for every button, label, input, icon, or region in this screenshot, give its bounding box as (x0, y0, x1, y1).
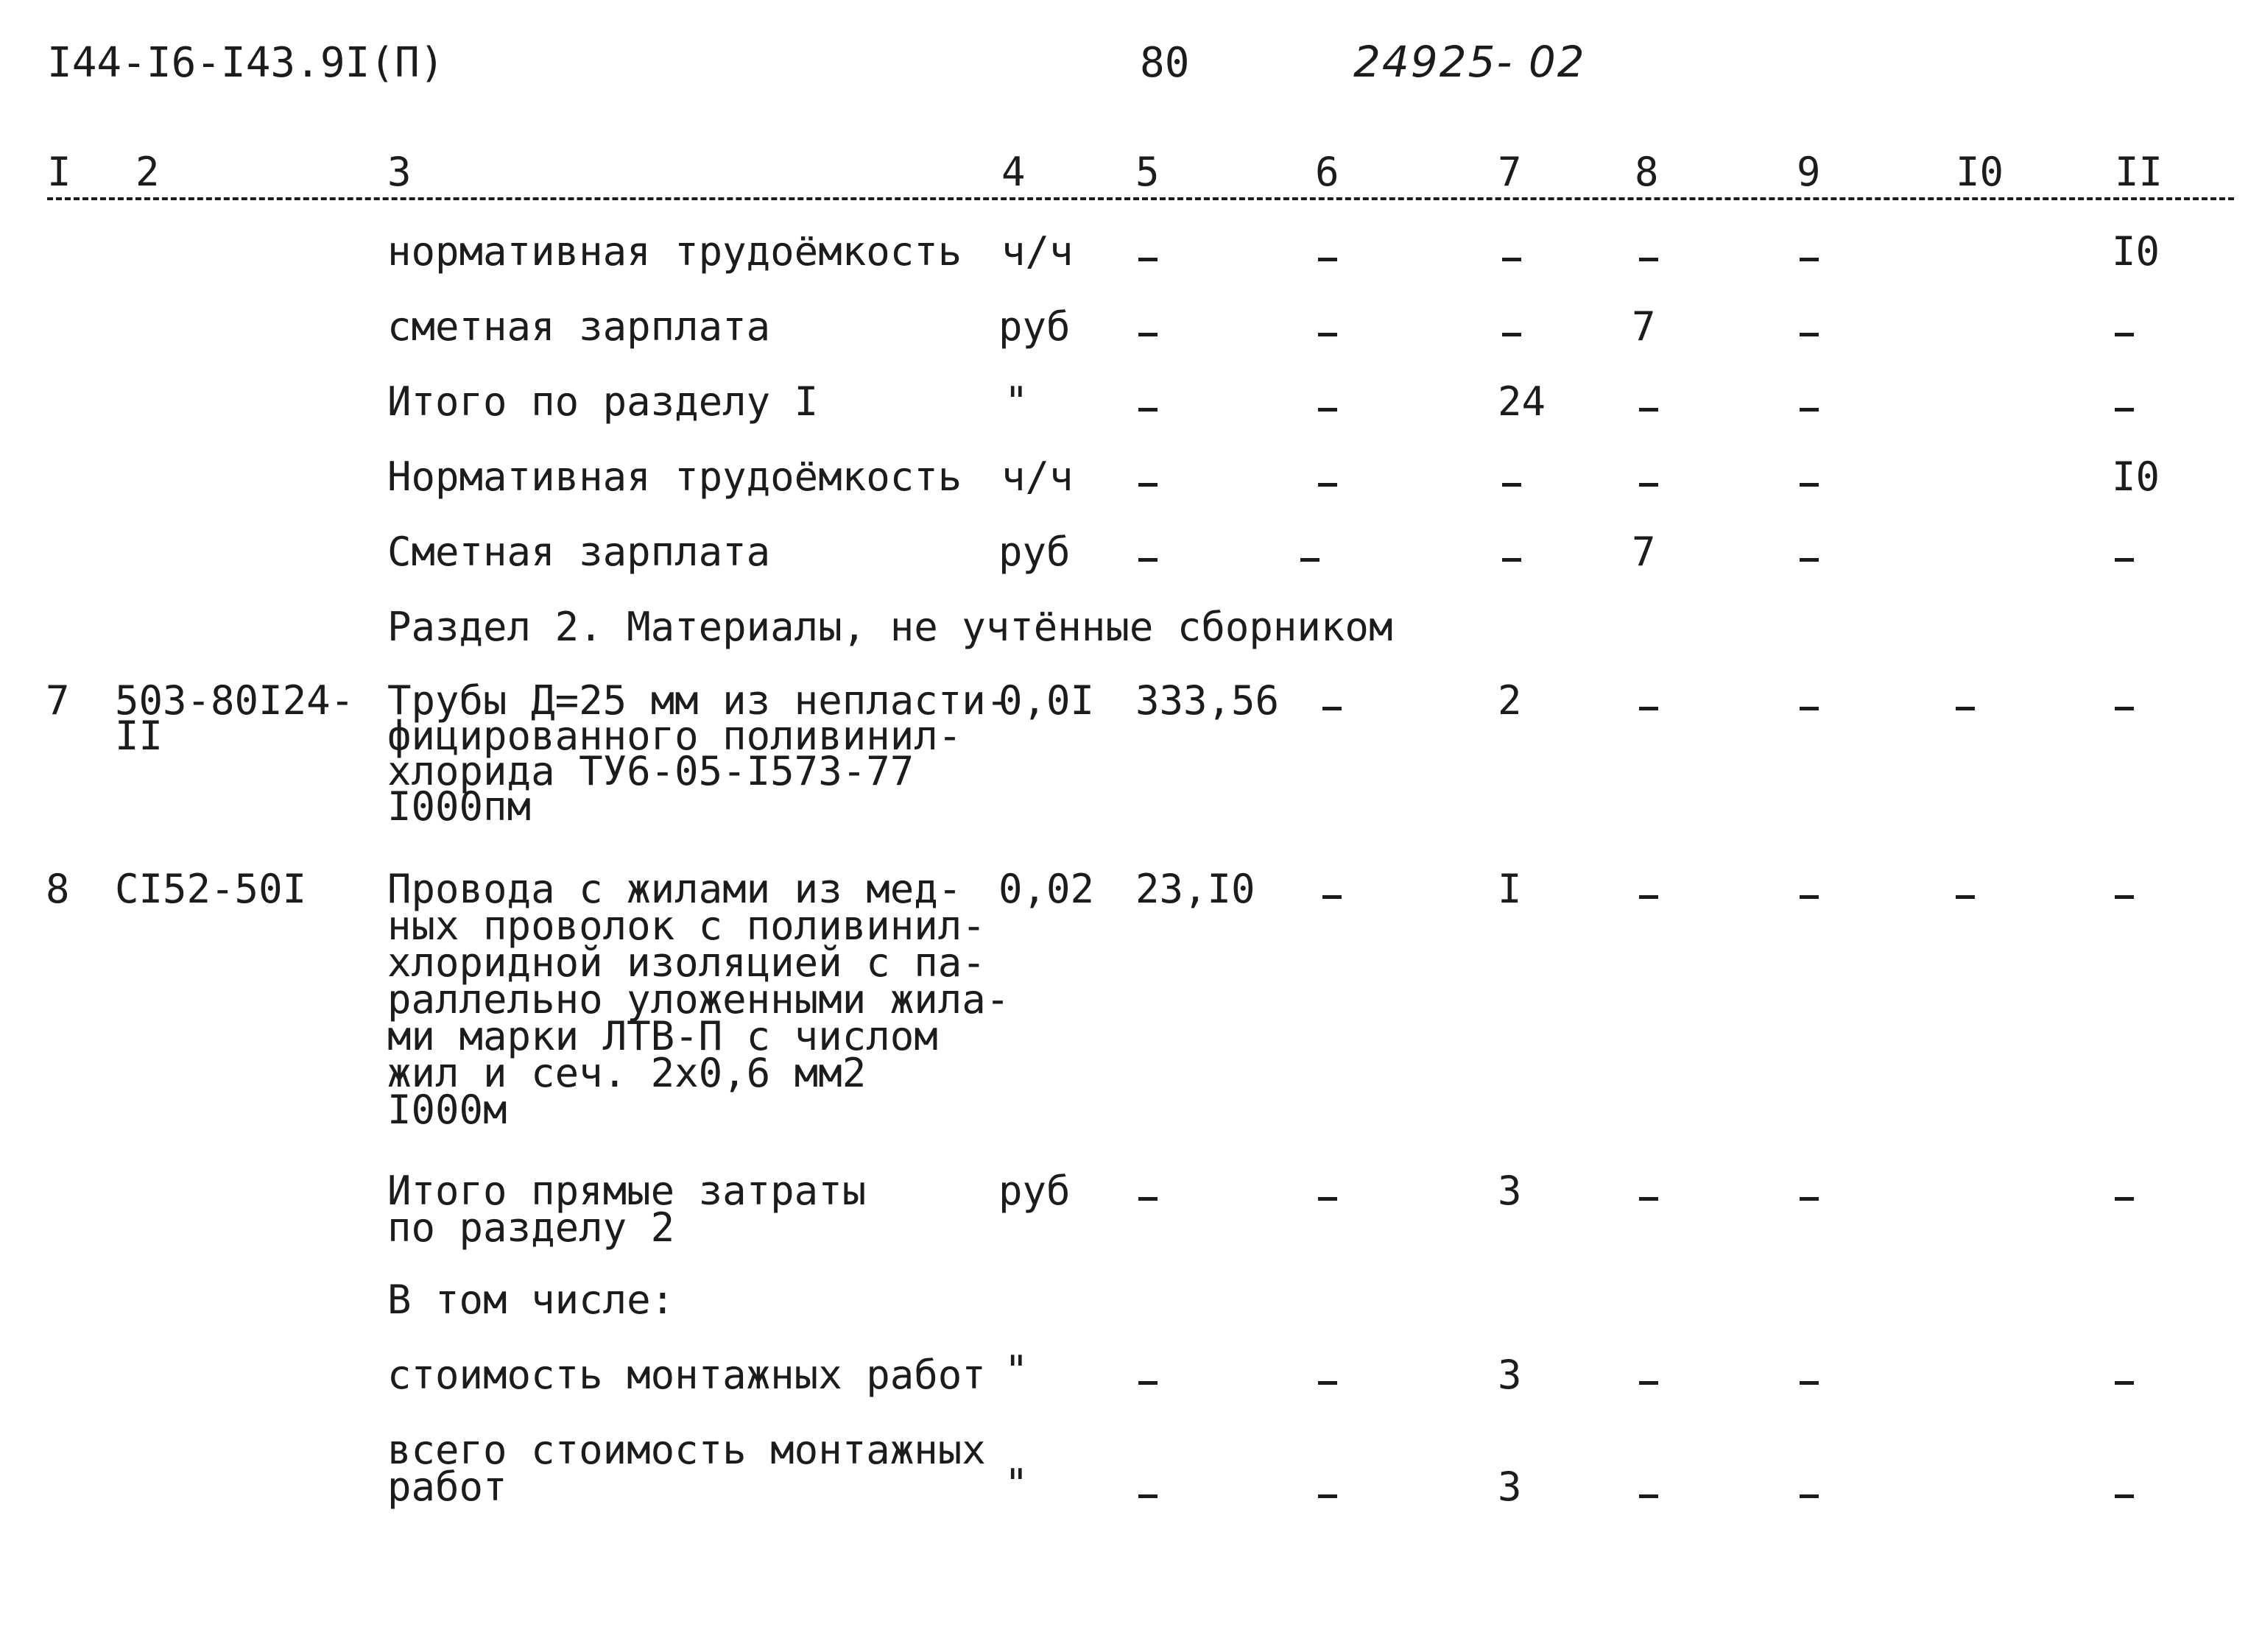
row-unit: руб (998, 303, 1071, 350)
item-number: 7 (46, 677, 70, 724)
dash-mark (1318, 1381, 1337, 1385)
dash-mark (1318, 408, 1337, 412)
dash-mark (2115, 1197, 2134, 1201)
dash-mark (1318, 258, 1337, 261)
dash-mark (1800, 1197, 1819, 1201)
dash-mark (1300, 558, 1320, 562)
row-col11: I0 (2112, 453, 2160, 500)
row-col7: 3 (1498, 1168, 1522, 1214)
row-description: нормативная трудоёмкость (387, 228, 962, 275)
row-col7: I (1498, 866, 1522, 912)
row-col11: I0 (2112, 228, 2160, 275)
item-number: 8 (46, 866, 70, 912)
column-number-9: 9 (1797, 149, 1821, 195)
dash-mark (1800, 408, 1819, 412)
item-code: 503-80I24- (115, 677, 355, 724)
item-price: 333,56 (1135, 677, 1280, 724)
item-description-line: хлоридной изоляцией с па- (387, 939, 986, 986)
dash-mark (1138, 1381, 1158, 1385)
dash-mark (2115, 895, 2134, 899)
dash-mark (2115, 558, 2134, 562)
column-number-10: I0 (1956, 149, 2004, 195)
column-number-4: 4 (1001, 149, 1026, 195)
row-unit: ч/ч (1001, 228, 1074, 275)
header-rule (47, 197, 2234, 200)
section-title: Раздел 2. Материалы, не учтённые сборником (387, 604, 1393, 650)
dash-mark (1639, 895, 1658, 899)
dash-mark (1318, 483, 1337, 487)
row-unit: " (1004, 1347, 1029, 1394)
row-description: Итого прямые затраты (387, 1168, 867, 1214)
dash-mark (1138, 483, 1158, 487)
column-number-7: 7 (1498, 149, 1522, 195)
item-description-line: фицированного поливинил- (387, 713, 962, 759)
item-code: II (115, 713, 163, 759)
row-description: Сметная зарплата (387, 529, 771, 575)
row-unit: " (1004, 1461, 1029, 1507)
dash-mark (1800, 895, 1819, 899)
item-description-line: Трубы Д=25 мм из непласти- (387, 677, 1010, 724)
item-description-line: ми марки ЛТВ-П с числом (387, 1013, 938, 1059)
row-unit: руб (998, 1168, 1071, 1214)
column-number-6: 6 (1315, 149, 1339, 195)
row-description: В том числе: (387, 1277, 675, 1323)
item-description-line: I000м (387, 1087, 507, 1133)
dash-mark (1800, 707, 1819, 710)
column-number-8: 8 (1635, 149, 1659, 195)
column-number-1: I (47, 149, 71, 195)
dash-mark (1800, 558, 1819, 562)
dash-mark (1138, 333, 1158, 336)
dash-mark (2115, 1381, 2134, 1385)
row-col7: 3 (1498, 1352, 1522, 1398)
dash-mark (1956, 707, 1975, 710)
dash-mark (1956, 895, 1975, 899)
dash-mark (1138, 558, 1158, 562)
dash-mark (1639, 483, 1658, 487)
item-description-line: хлорида ТУ6-05-I573-77 (387, 748, 915, 794)
document-code: I44-I6-I43.9I(П) (47, 39, 445, 87)
column-number-3: 3 (387, 149, 412, 195)
row-unit: ч/ч (1001, 453, 1074, 500)
page-number: 80 (1140, 39, 1190, 87)
dash-mark (1318, 333, 1337, 336)
dash-mark (1322, 895, 1342, 899)
dash-mark (1800, 258, 1819, 261)
item-quantity: 0,0I (998, 677, 1095, 724)
item-description-line: Провода с жилами из мед- (387, 866, 962, 912)
row-unit: руб (998, 529, 1071, 575)
dash-mark (2115, 333, 2134, 336)
dash-mark (2115, 408, 2134, 412)
column-number-11: II (2115, 149, 2163, 195)
row-description: Итого по разделу I (387, 378, 819, 425)
dash-mark (1322, 707, 1342, 710)
item-description-line: жил и сеч. 2х0,6 мм2 (387, 1050, 867, 1096)
row-col8: 7 (1632, 529, 1656, 575)
dash-mark (1800, 483, 1819, 487)
dash-mark (1800, 1381, 1819, 1385)
dash-mark (2115, 1494, 2134, 1498)
item-quantity: 0,02 (998, 866, 1095, 912)
dash-mark (1639, 707, 1658, 710)
dash-mark (1502, 483, 1521, 487)
row-col8: 7 (1632, 303, 1656, 350)
row-col7: 2 (1498, 677, 1522, 724)
dash-mark (1502, 258, 1521, 261)
dash-mark (1138, 408, 1158, 412)
dash-mark (1639, 1197, 1658, 1201)
handwritten-number: 24925- 02 (1353, 37, 1586, 87)
item-price: 23,I0 (1135, 866, 1255, 912)
dash-mark (1318, 1197, 1337, 1201)
row-description: стоимость монтажных работ (387, 1352, 986, 1398)
column-number-5: 5 (1135, 149, 1160, 195)
row-unit: " (1004, 378, 1029, 425)
row-description: сметная зарплата (387, 303, 771, 350)
dash-mark (1639, 258, 1658, 261)
row-description: по разделу 2 (387, 1204, 675, 1251)
dash-mark (1639, 408, 1658, 412)
dash-mark (1138, 258, 1158, 261)
dash-mark (1502, 558, 1521, 562)
dash-mark (1800, 333, 1819, 336)
item-description-line: ных проволок с поливинил- (387, 903, 986, 949)
item-description-line: раллельно уложенными жила- (387, 976, 1010, 1023)
row-col7: 3 (1498, 1464, 1522, 1510)
dash-mark (1639, 1494, 1658, 1498)
row-description: всего стоимость монтажных (387, 1427, 986, 1473)
dash-mark (1318, 1494, 1337, 1498)
dash-mark (1138, 1197, 1158, 1201)
dash-mark (1502, 333, 1521, 336)
row-description: Нормативная трудоёмкость (387, 453, 962, 500)
dash-mark (2115, 707, 2134, 710)
item-description-line: I000пм (387, 783, 532, 830)
dash-mark (1800, 1494, 1819, 1498)
item-code: CI52-50I (115, 866, 307, 912)
row-col7: 24 (1498, 378, 1546, 425)
row-description: работ (387, 1464, 507, 1510)
column-number-2: 2 (135, 149, 160, 195)
dash-mark (1138, 1494, 1158, 1498)
dash-mark (1639, 1381, 1658, 1385)
